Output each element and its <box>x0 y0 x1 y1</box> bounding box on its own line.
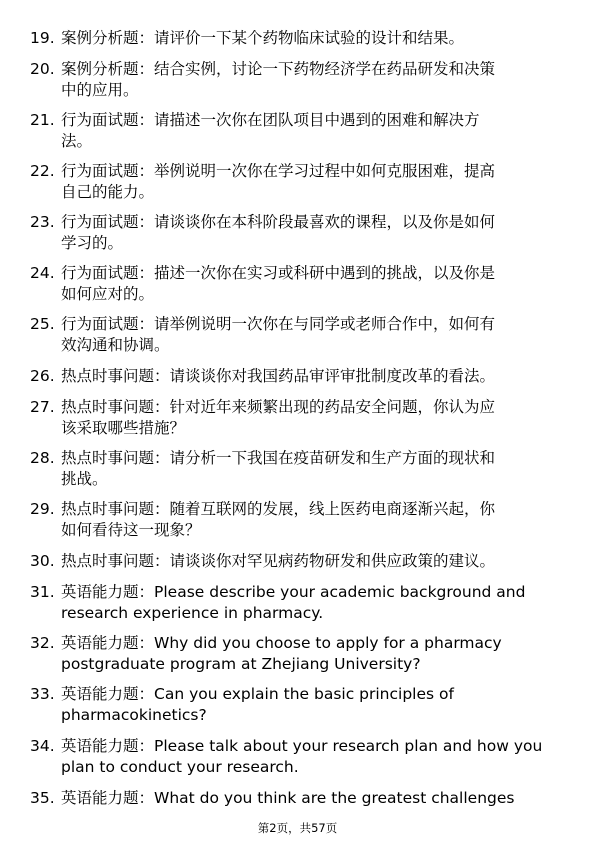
question-number: 35. <box>30 789 55 807</box>
question-text-line: 行为面试题：请描述一次你在团队项目中遇到的困难和解决方 <box>61 111 480 129</box>
question-text-line: 行为面试题：描述一次你在实习或科研中遇到的挑战，以及你是 <box>61 264 496 282</box>
question-text-line: 案例分析题：结合实例，讨论一下药物经济学在药品研发和决策 <box>61 60 496 78</box>
question-number: 34. <box>30 737 55 755</box>
question-text-line: 英语能力题：Why did you choose to apply for a pharmacy <box>61 634 502 652</box>
question-text-line: 热点时事问题：随着互联网的发展，线上医药电商逐渐兴起，你 <box>61 500 496 518</box>
question-number: 28. <box>30 449 55 467</box>
question-number: 19. <box>30 29 55 47</box>
question-text-line: research experience in pharmacy. <box>61 604 324 622</box>
question-text-line: 英语能力题：Please talk about your research plan and how you <box>61 737 543 755</box>
question-text-line: 法。 <box>61 132 93 150</box>
question-number: 21. <box>30 111 55 129</box>
question-text-line: 热点时事问题：针对近年来频繁出现的药品安全问题，你认为应 <box>61 398 496 416</box>
question-number: 32. <box>30 634 55 652</box>
question-text-line: postgraduate program at Zhejiang University? <box>61 655 421 673</box>
question-text-line: 行为面试题：请举例说明一次你在与同学或老师合作中，如何有 <box>61 315 496 333</box>
question-number: 24. <box>30 264 55 282</box>
question-text-line: 效沟通和协调。 <box>61 336 170 354</box>
question-text-line: 挑战。 <box>61 470 108 488</box>
question-text-line: 热点时事问题：请谈谈你对罕见病药物研发和供应政策的建议。 <box>61 552 496 570</box>
question-number: 22. <box>30 162 55 180</box>
question-text-line: 英语能力题：Can you explain the basic principles of <box>61 685 454 703</box>
question-text-line: 热点时事问题：请分析一下我国在疫苗研发和生产方面的现状和 <box>61 449 496 467</box>
question-text-line: 自己的能力。 <box>61 183 155 201</box>
question-number: 33. <box>30 685 55 703</box>
question-text-line: 英语能力题：What do you think are the greatest challenges <box>61 789 515 807</box>
question-text-line: 案例分析题：请评价一下某个药物临床试验的设计和结果。 <box>61 29 465 47</box>
question-text-line: 热点时事问题：请谈谈你对我国药品审评审批制度改革的看法。 <box>61 367 496 385</box>
question-number: 25. <box>30 315 55 333</box>
question-text-line: 如何应对的。 <box>61 285 155 303</box>
question-text-line: 行为面试题：举例说明一次你在学习过程中如何克服困难，提高 <box>61 162 496 180</box>
question-text-line: 学习的。 <box>61 234 124 252</box>
question-text-line: plan to conduct your research. <box>61 758 299 776</box>
question-text-line: 如何看待这一现象？ <box>61 521 201 539</box>
question-text-line: 行为面试题：请谈谈你在本科阶段最喜欢的课程，以及你是如何 <box>61 213 496 231</box>
question-number: 27. <box>30 398 55 416</box>
question-text-line: 该采取哪些措施？ <box>61 419 186 437</box>
question-number: 29. <box>30 500 55 518</box>
question-number: 30. <box>30 552 55 570</box>
question-number: 26. <box>30 367 55 385</box>
question-text-line: 英语能力题：Please describe your academic background and <box>61 583 526 601</box>
question-text-line: 中的应用。 <box>61 81 139 99</box>
page-footer: 第2页，共57页 <box>257 821 338 835</box>
question-number: 23. <box>30 213 55 231</box>
question-text-line: pharmacokinetics? <box>61 706 207 724</box>
question-number: 20. <box>30 60 55 78</box>
question-number: 31. <box>30 583 55 601</box>
